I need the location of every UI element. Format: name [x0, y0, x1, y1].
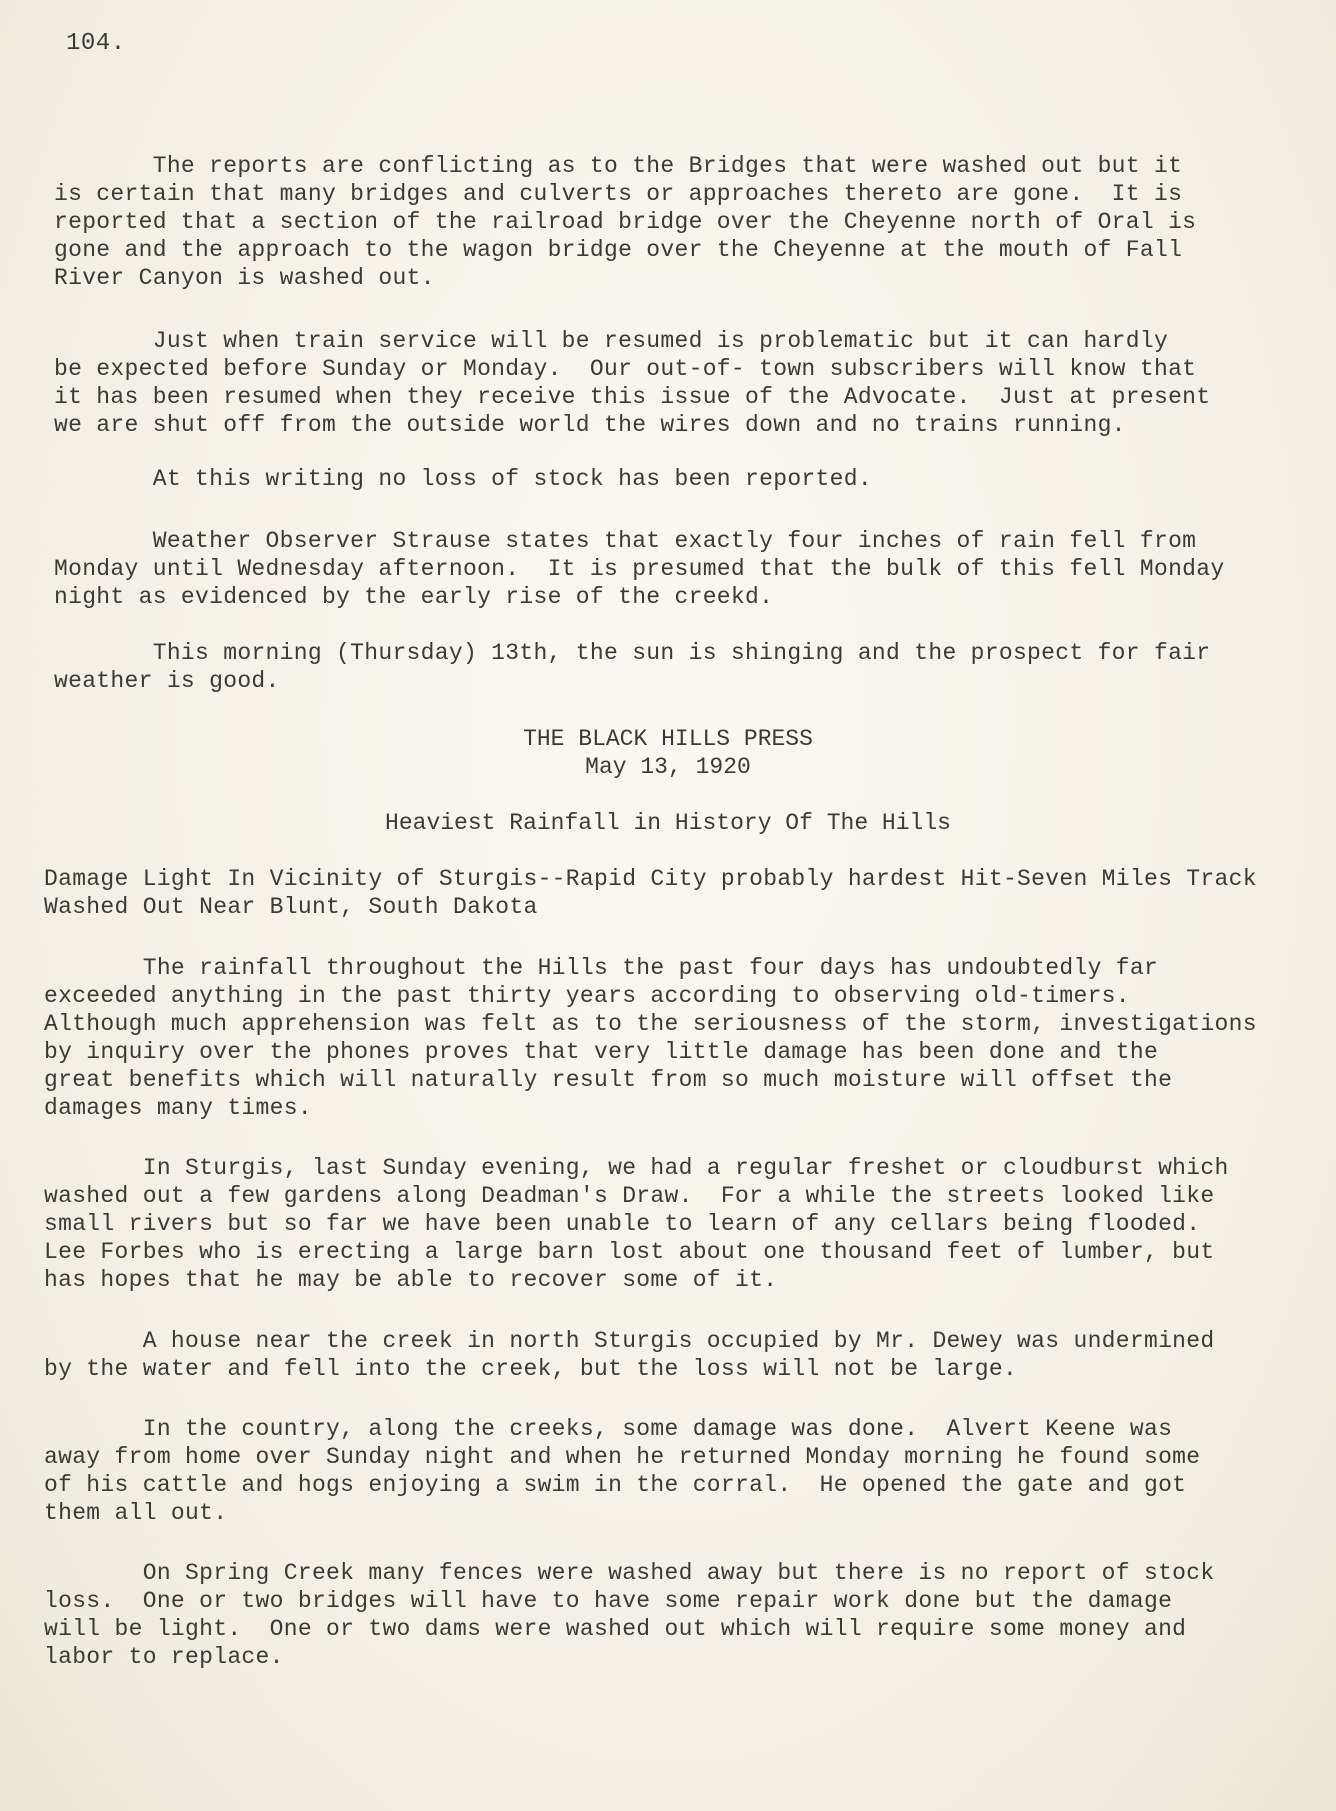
text-line: reported that a section of the railroad bridge over the Cheyenne north of Oral is — [54, 209, 1197, 235]
text-line: is certain that many bridges and culverts or approaches thereto are gone. It is — [54, 181, 1183, 207]
page-number: 104. — [66, 30, 126, 57]
text-line: damages many times. — [44, 1095, 312, 1121]
text-line: small rivers but so far we have been unable to learn of any cellars being flooded. — [44, 1211, 1201, 1237]
text-line: Monday until Wednesday afternoon. It is presumed that the bulk of this fell Monday — [54, 556, 1225, 582]
text-line: Weather Observer Strause states that exactly four inches of rain fell from — [54, 528, 1197, 554]
text-line: washed out a few gardens along Deadman's Draw. For a while the streets looked like — [44, 1183, 1215, 1209]
text-line: Lee Forbes who is erecting a large barn lost about one thousand feet of lumber, but — [44, 1239, 1215, 1265]
text-line: loss. One or two bridges will have to have some repair work done but the damage — [44, 1588, 1173, 1614]
text-line: by the water and fell into the creek, but the loss will not be large. — [44, 1356, 1018, 1382]
text-line: by inquiry over the phones proves that very little damage has been done and the — [44, 1039, 1159, 1065]
text-line: it has been resumed when they receive this issue of the Advocate. Just at present — [54, 384, 1211, 410]
text-line: night as evidenced by the early rise of the creekd. — [54, 584, 774, 610]
text-line: The rainfall throughout the Hills the past four days has undoubtedly far — [44, 955, 1159, 981]
text-line: has hopes that he may be able to recover some of it. — [44, 1267, 778, 1293]
text-line: away from home over Sunday night and when he returned Monday morning he found some — [44, 1444, 1201, 1470]
text-line: Just when train service will be resumed is problematic but it can hardly — [54, 328, 1169, 354]
text-line: At this writing no loss of stock has been reported. — [54, 466, 872, 492]
subheadline-line: Damage Light In Vicinity of Sturgis--Rapid City probably hardest Hit-Seven Miles Track — [44, 866, 1257, 892]
text-line: In the country, along the creeks, some damage was done. Alvert Keene was — [44, 1416, 1173, 1442]
text-line: weather is good. — [54, 668, 280, 694]
text-line: The reports are conflicting as to the Bridges that were washed out but it — [54, 153, 1183, 179]
text-line: of his cattle and hogs enjoying a swim in the corral. He opened the gate and got — [44, 1472, 1187, 1498]
newspaper-date: May 13, 1920 — [585, 754, 751, 780]
text-line: great benefits which will naturally result from so much moisture will offset the — [44, 1067, 1173, 1093]
text-line: labor to replace. — [44, 1644, 284, 1670]
text-line: A house near the creek in north Sturgis occupied by Mr. Dewey was undermined — [44, 1328, 1215, 1354]
text-line: be expected before Sunday or Monday. Our out-of- town subscribers will know that — [54, 356, 1197, 382]
text-line: will be light. One or two dams were washed out which will require some money and — [44, 1616, 1187, 1642]
newspaper-name: THE BLACK HILLS PRESS — [523, 726, 813, 752]
text-line: Although much apprehension was felt as to the seriousness of the storm, investigations — [44, 1011, 1257, 1037]
text-line: gone and the approach to the wagon bridge over the Cheyenne at the mouth of Fall — [54, 237, 1183, 263]
text-line: On Spring Creek many fences were washed away but there is no report of stock — [44, 1560, 1215, 1586]
headline: Heaviest Rainfall in History Of The Hills — [385, 810, 951, 836]
text-line: This morning (Thursday) 13th, the sun is shinging and the prospect for fair — [54, 640, 1211, 666]
text-line: In Sturgis, last Sunday evening, we had a regular freshet or cloudburst which — [44, 1155, 1229, 1181]
subheadline-line: Washed Out Near Blunt, South Dakota — [44, 894, 538, 920]
text-line: we are shut off from the outside world the wires down and no trains running. — [54, 412, 1126, 438]
text-line: them all out. — [44, 1500, 228, 1526]
text-line: exceeded anything in the past thirty years according to observing old-timers. — [44, 983, 1130, 1009]
text-line: River Canyon is washed out. — [54, 265, 435, 291]
